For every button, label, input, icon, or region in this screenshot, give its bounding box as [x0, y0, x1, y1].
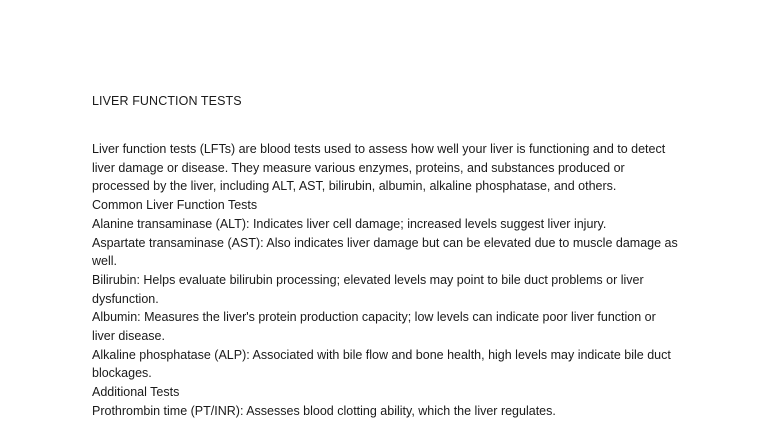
section-heading-additional-tests: Additional Tests [92, 385, 180, 400]
paragraph-albumin: Albumin: Measures the liver's protein production capacity; low levels can indicate poor liver function or liver disease. [92, 310, 656, 344]
paragraph-alp: Alkaline phosphatase (ALP): Associated with bile flow and bone health, high levels may indicate bile duct blockages. [92, 347, 671, 381]
paragraph-prothrombin: Prothrombin time (PT/INR): Assesses blood clotting ability, which the liver regulates. [92, 403, 556, 418]
paragraph-bilirubin: Bilirubin: Helps evaluate bilirubin processing; elevated levels may point to bile duct problems or liver dysfunction. [92, 272, 644, 306]
document-title: LIVER FUNCTION TESTS [92, 94, 242, 108]
document-body [92, 140, 678, 421]
section-heading-common-tests: Common Liver Function Tests [92, 198, 258, 213]
intro-paragraph: Liver function tests (LFTs) are blood tests used to assess how well your liver is functioning and to detect liver damage or disease. They measure various enzymes, proteins, and substances produced or processed by the liver, including ALT, AST, bilirubin, albumin, alkaline phosphatase, and others. [92, 142, 666, 194]
paragraph-ast: Aspartate transaminase (AST): Also indicates liver damage but can be elevated due to muscle damage as well. [92, 235, 678, 269]
paragraph-alt: Alanine transaminase (ALT): Indicates liver cell damage; increased levels suggest liver injury. [92, 216, 607, 231]
